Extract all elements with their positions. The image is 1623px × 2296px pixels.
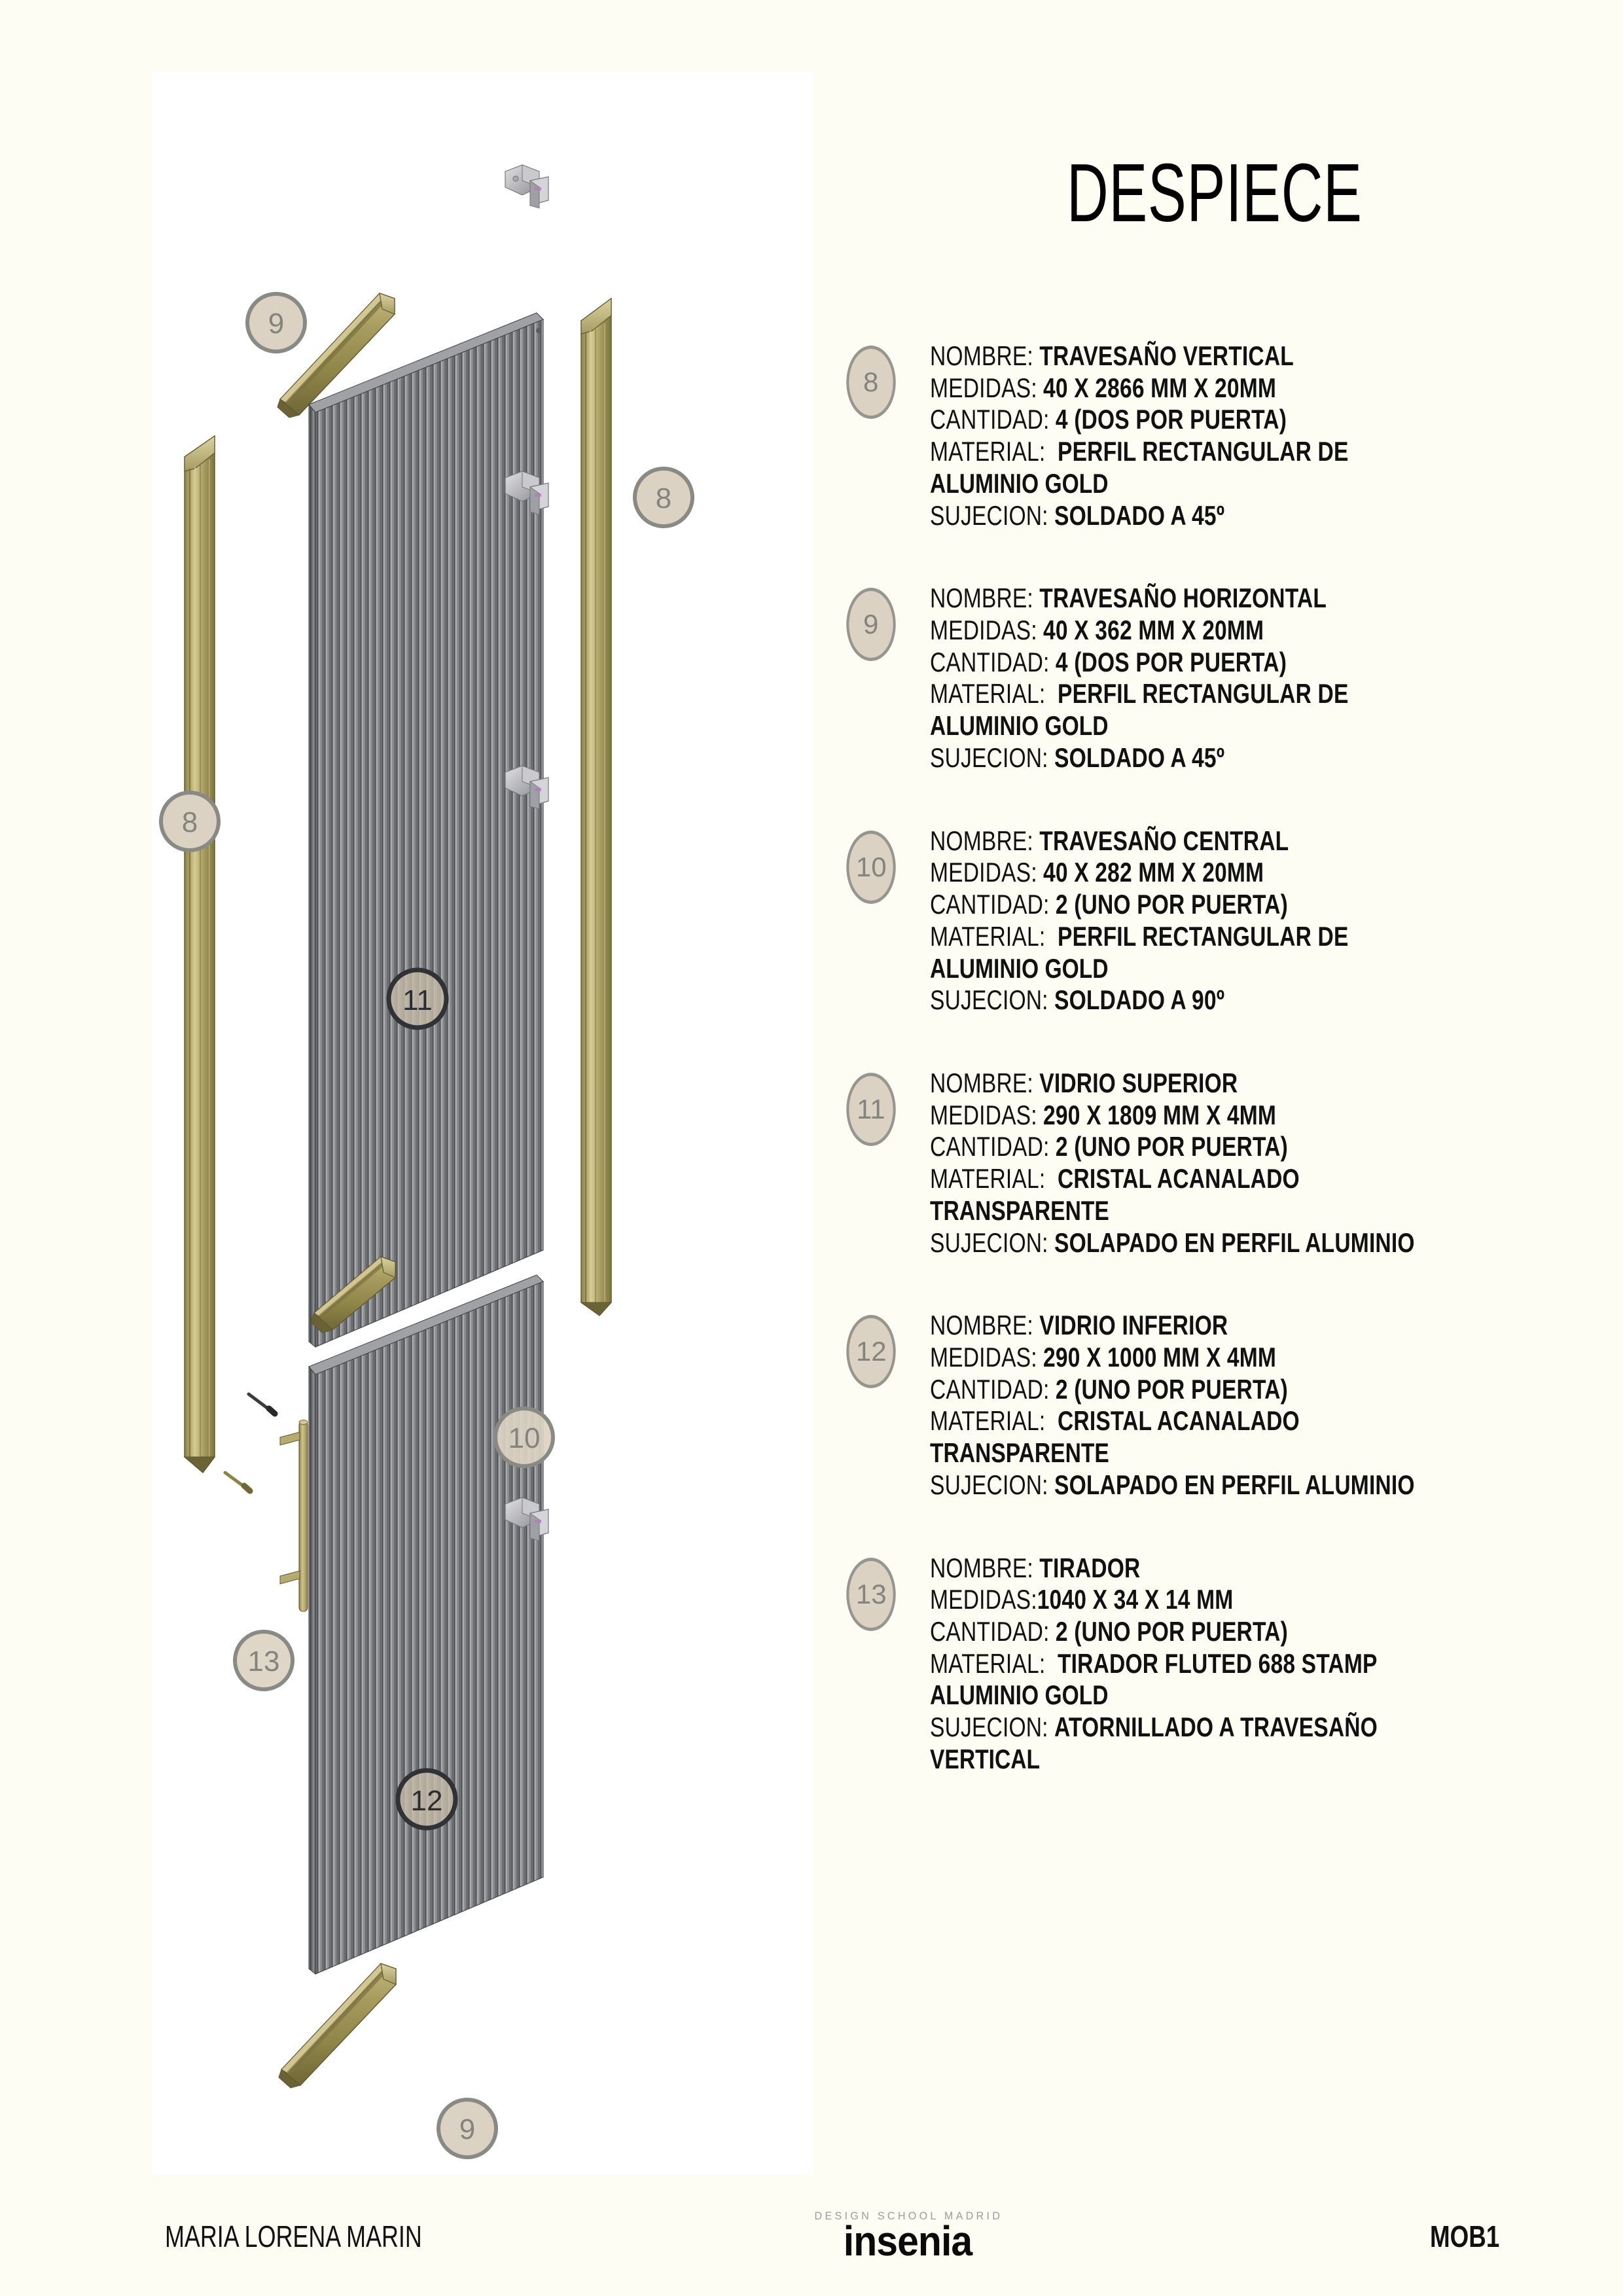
callout-label-9-top: 9 — [268, 308, 285, 340]
spec-row-cantidad — [930, 889, 1580, 921]
label-cantidad: CANTIDAD: — [930, 889, 1050, 920]
spec-block-12 — [841, 1310, 1580, 1501]
vidrio-inferior-part — [309, 1275, 543, 1974]
spec-row-medidas — [930, 857, 1580, 889]
spec-row-nombre — [930, 583, 1580, 615]
callout-badge-9-bottom[interactable] — [438, 2100, 496, 2157]
value-sujecion: SOLAPADO EN PERFIL ALUMINIO — [1054, 1227, 1415, 1258]
callout-badge-13[interactable] — [235, 1632, 293, 1689]
label-sujecion: SUJECION: — [930, 984, 1048, 1016]
label-sujecion: SUJECION: — [930, 1227, 1048, 1258]
travesano-horizontal-bottom-part — [279, 1964, 396, 2088]
value-medidas: 40 X 2866 MM X 20MM — [1043, 372, 1277, 403]
label-nombre: NOMBRE: — [930, 1552, 1033, 1583]
screw-lower — [225, 1473, 250, 1491]
label-sujecion: SUJECION: — [930, 499, 1048, 531]
callout-label-9-bottom: 9 — [459, 2113, 476, 2145]
label-material: MATERIAL: — [930, 1647, 1046, 1679]
spec-block-10 — [841, 825, 1580, 1016]
spec-row-sujecion-cont: VERTICAL — [930, 1743, 1040, 1774]
spec-badge-10 — [846, 831, 895, 904]
spec-row-medidas — [930, 1584, 1580, 1616]
exploded-view-svg — [152, 72, 813, 2174]
value-material: TIRADOR FLUTED 688 STAMP — [1058, 1647, 1378, 1679]
spec-row-material — [930, 1648, 1580, 1680]
label-nombre: NOMBRE: — [930, 825, 1033, 856]
spec-row-cantidad — [930, 647, 1580, 679]
screw-upper — [249, 1394, 275, 1414]
value-sujecion: ATORNILLADO A TRAVESAÑO — [1054, 1712, 1378, 1743]
value-cantidad: 2 (UNO POR PUERTA) — [1055, 889, 1288, 920]
spec-row-nombre — [930, 1552, 1580, 1585]
vidrio-superior-part — [309, 313, 543, 1347]
spec-row-material — [930, 436, 1580, 468]
callout-badge-8-left[interactable] — [161, 793, 219, 850]
label-medidas: MEDIDAS: — [930, 615, 1037, 646]
value-medidas: 290 X 1000 MM X 4MM — [1043, 1341, 1277, 1372]
footer-author-name: MARIA LORENA MARIN — [165, 2219, 422, 2253]
spec-row-sujecion — [930, 1712, 1580, 1744]
spec-badge-12 — [846, 1315, 895, 1388]
label-cantidad: CANTIDAD: — [930, 1616, 1050, 1647]
page-title: DESPIECE — [1067, 147, 1363, 239]
value-sujecion: SOLDADO A 45º — [1054, 499, 1225, 531]
logo-wordmark: insenia — [843, 2217, 972, 2265]
spec-row-sujecion — [930, 742, 1580, 774]
spec-row-medidas — [930, 615, 1580, 647]
value-nombre: VIDRIO INFERIOR — [1039, 1310, 1228, 1341]
spec-badge-9 — [846, 588, 895, 661]
spec-row-material — [930, 1405, 1580, 1437]
label-medidas: MEDIDAS: — [930, 372, 1037, 403]
value-material: CRISTAL ACANALADO — [1058, 1405, 1300, 1437]
insenia-logo — [810, 2210, 1006, 2265]
label-cantidad: CANTIDAD: — [930, 1373, 1050, 1405]
spec-row-nombre — [930, 340, 1580, 372]
spec-badge-number-11: 11 — [857, 1093, 885, 1124]
spec-badge-number-13: 13 — [855, 1578, 887, 1609]
value-cantidad: 2 (UNO POR PUERTA) — [1055, 1616, 1288, 1647]
spec-row-cantidad — [930, 1131, 1580, 1163]
value-cantidad: 2 (UNO POR PUERTA) — [1055, 1373, 1288, 1405]
label-nombre: NOMBRE: — [930, 583, 1033, 614]
label-medidas: MEDIDAS: — [930, 1341, 1037, 1372]
value-cantidad: 2 (UNO POR PUERTA) — [1055, 1131, 1288, 1162]
spec-row-sujecion — [930, 984, 1580, 1016]
spec-row-material-cont: ALUMINIO GOLD — [930, 952, 1109, 984]
label-material: MATERIAL: — [930, 920, 1046, 952]
value-nombre: TRAVESAÑO VERTICAL — [1039, 340, 1294, 371]
label-medidas: MEDIDAS: — [930, 1584, 1037, 1615]
spec-badge-number-12: 12 — [855, 1336, 887, 1367]
spec-row-material-cont: ALUMINIO GOLD — [930, 1679, 1109, 1711]
spec-row-material — [930, 678, 1580, 710]
value-sujecion: SOLAPADO EN PERFIL ALUMINIO — [1054, 1469, 1415, 1500]
spec-block-8 — [841, 340, 1580, 531]
travesano-vertical-left-part — [185, 436, 215, 1473]
spec-row-nombre — [930, 1067, 1580, 1100]
value-nombre: TRAVESAÑO HORIZONTAL — [1039, 583, 1327, 614]
spec-row-sujecion — [930, 500, 1580, 532]
spec-badge-number-10: 10 — [855, 851, 887, 882]
label-nombre: NOMBRE: — [930, 340, 1033, 371]
callout-badge-9-top[interactable] — [247, 294, 305, 351]
page-footer — [0, 2210, 1623, 2291]
callout-label-11: 11 — [402, 984, 433, 1016]
label-medidas: MEDIDAS: — [930, 1099, 1037, 1130]
label-sujecion: SUJECION: — [930, 1712, 1048, 1743]
label-material: MATERIAL: — [930, 436, 1046, 467]
spec-badge-11 — [846, 1073, 895, 1146]
callout-label-13: 13 — [247, 1645, 280, 1677]
spec-block-9 — [841, 583, 1580, 774]
spec-row-material-cont: TRANSPARENTE — [930, 1194, 1109, 1226]
spec-badge-number-8: 8 — [863, 367, 879, 397]
callout-label-10: 10 — [508, 1422, 541, 1454]
callout-badge-12[interactable] — [398, 1770, 455, 1828]
label-cantidad: CANTIDAD: — [930, 646, 1050, 677]
spec-badge-8 — [846, 346, 895, 419]
spec-row-sujecion — [930, 1469, 1580, 1501]
value-medidas: 40 X 362 MM X 20MM — [1043, 615, 1264, 646]
label-material: MATERIAL: — [930, 1405, 1046, 1437]
spec-row-medidas — [930, 1100, 1580, 1132]
spec-block-13 — [841, 1552, 1580, 1776]
label-nombre: NOMBRE: — [930, 1067, 1033, 1098]
callout-badge-8-right[interactable] — [635, 469, 692, 526]
label-cantidad: CANTIDAD: — [930, 404, 1050, 435]
value-sujecion: SOLDADO A 90º — [1054, 984, 1225, 1016]
callout-label-8-right: 8 — [655, 482, 672, 514]
footer-sheet-code: MOB1 — [1430, 2219, 1500, 2253]
callout-badge-10[interactable] — [495, 1408, 553, 1466]
callout-badge-11[interactable] — [389, 970, 446, 1028]
spec-row-cantidad — [930, 404, 1580, 436]
logo-tagline: DESIGN SCHOOL MADRID — [814, 2210, 1003, 2222]
spec-row-material-cont: ALUMINIO GOLD — [930, 710, 1109, 742]
label-material: MATERIAL: — [930, 1163, 1046, 1194]
value-material: PERFIL RECTANGULAR DE — [1058, 678, 1349, 709]
spec-row-medidas — [930, 1342, 1580, 1374]
bracket-hardware-top — [505, 165, 548, 208]
tirador-part — [280, 1420, 308, 1611]
exploded-view-drawing-panel — [152, 72, 813, 2174]
spec-row-medidas — [930, 372, 1580, 404]
value-material: CRISTAL ACANALADO — [1058, 1163, 1300, 1194]
label-cantidad: CANTIDAD: — [930, 1131, 1050, 1162]
spec-badge-number-9: 9 — [863, 609, 879, 640]
value-medidas: 1040 X 34 X 14 MM — [1037, 1584, 1234, 1615]
label-medidas: MEDIDAS: — [930, 857, 1037, 888]
spec-row-nombre — [930, 1310, 1580, 1342]
spec-row-material-cont: TRANSPARENTE — [930, 1437, 1109, 1469]
spec-block-11 — [841, 1067, 1580, 1259]
travesano-vertical-right-part — [581, 298, 611, 1316]
value-sujecion: SOLDADO A 45º — [1054, 742, 1225, 773]
value-nombre: TRAVESAÑO CENTRAL — [1039, 825, 1289, 856]
label-sujecion: SUJECION: — [930, 1469, 1048, 1500]
value-nombre: VIDRIO SUPERIOR — [1039, 1067, 1238, 1098]
label-nombre: NOMBRE: — [930, 1310, 1033, 1341]
spec-row-cantidad — [930, 1374, 1580, 1406]
label-sujecion: SUJECION: — [930, 742, 1048, 773]
label-material: MATERIAL: — [930, 678, 1046, 709]
value-nombre: TIRADOR — [1039, 1552, 1141, 1583]
spec-row-material-cont: ALUMINIO GOLD — [930, 467, 1109, 499]
spec-row-nombre — [930, 825, 1580, 857]
spec-row-material — [930, 1163, 1580, 1195]
spec-row-material — [930, 921, 1580, 953]
value-cantidad: 4 (DOS POR PUERTA) — [1055, 646, 1287, 677]
value-medidas: 40 X 282 MM X 20MM — [1043, 857, 1264, 888]
value-material: PERFIL RECTANGULAR DE — [1058, 920, 1349, 952]
spec-row-sujecion — [930, 1227, 1580, 1259]
parts-specification-list — [841, 340, 1580, 1827]
callout-label-8-left: 8 — [181, 806, 198, 838]
callout-label-12: 12 — [410, 1785, 443, 1817]
spec-badge-13 — [846, 1558, 895, 1631]
value-medidas: 290 X 1809 MM X 4MM — [1043, 1099, 1277, 1130]
spec-row-cantidad — [930, 1616, 1580, 1648]
value-material: PERFIL RECTANGULAR DE — [1058, 436, 1349, 467]
value-cantidad: 4 (DOS POR PUERTA) — [1055, 404, 1287, 435]
